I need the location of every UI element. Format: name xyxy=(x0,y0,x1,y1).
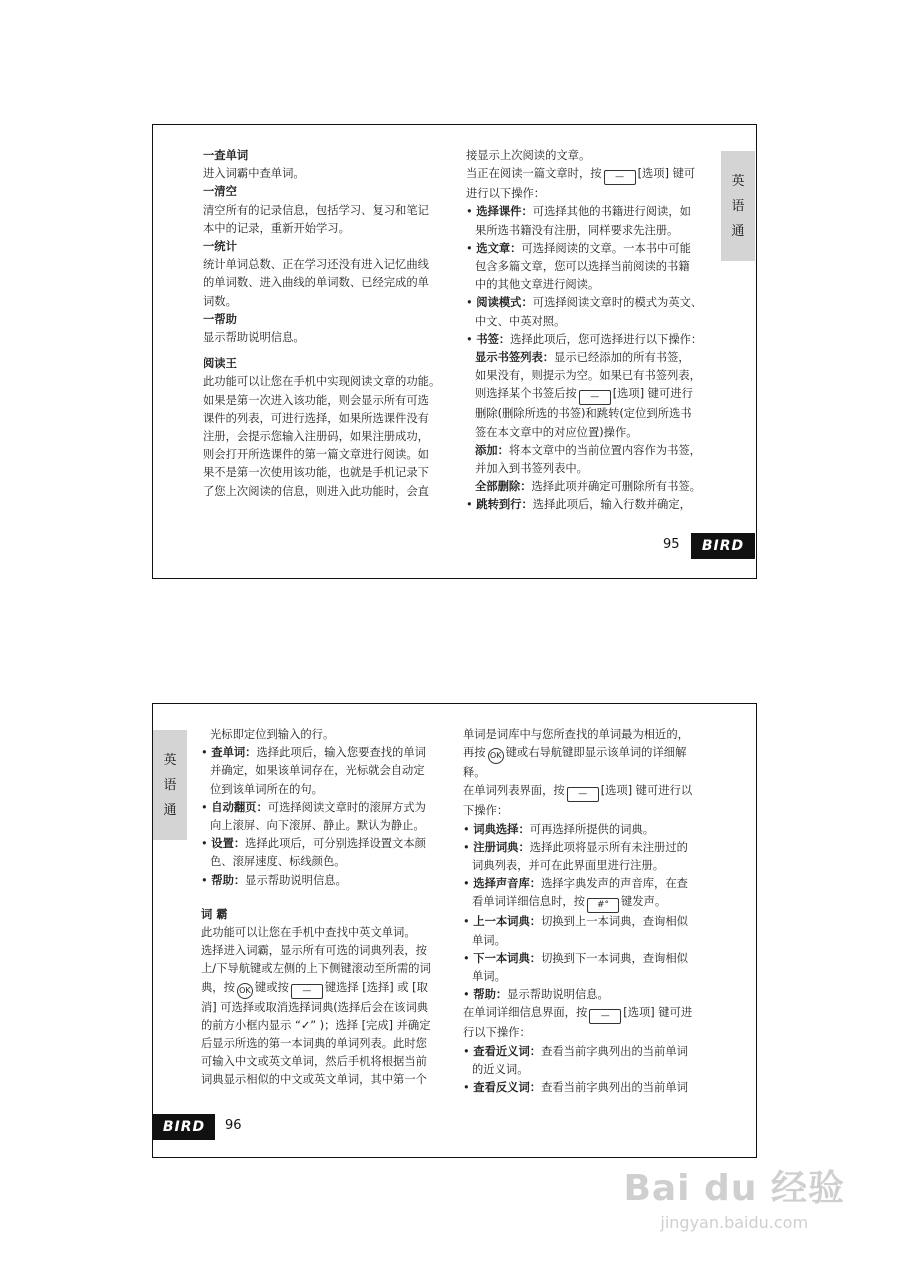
bullet-continuation: 词典列表，并可在此界面里进行注册。 xyxy=(472,859,665,873)
paragraph-line: 如果是第一次进入该功能，则会显示所有可选 xyxy=(203,393,429,407)
paragraph-line: 统计单词总数、正在学习还没有进入记忆曲线 xyxy=(203,258,429,272)
left-column xyxy=(201,726,463,1090)
paragraph-line: 词典显示相似的中文或英文单词，其中第一个 xyxy=(201,1073,427,1087)
paragraph-line: 行以下操作： xyxy=(463,1026,531,1040)
sub-label: 显示书签列表： xyxy=(475,351,555,365)
bullet-item: • 上一本词典：切换到上一本词典，查询相似 xyxy=(463,915,688,929)
bullet-item: • 书签：选择此项后，您可选择进行以下操作： xyxy=(466,332,703,346)
sub-item xyxy=(466,349,728,367)
bullet-label: 词典选择： xyxy=(473,822,530,836)
section-heading: 一帮助 xyxy=(203,312,237,326)
text: 查看当前字典列出的当前单词 xyxy=(541,1044,688,1058)
text: 选择此项后，可分别选择设置文本颜 xyxy=(245,837,426,851)
bullet-label: 阅读模式： xyxy=(476,296,533,310)
text: 键或右导航键即显示该单词的详细解 xyxy=(505,746,687,760)
bullet-item: • 词典选择：可再选择所提供的词典。 xyxy=(463,822,655,836)
soft-key-icon: — xyxy=(291,984,323,999)
paragraph: 显示帮助说明信息。 xyxy=(203,331,305,345)
page-number: 96 xyxy=(225,1118,242,1133)
text: [选项] 键可 xyxy=(637,167,696,181)
bullet-continuation: 并确定，如果该单词存在，光标就会自动定 xyxy=(210,764,425,778)
soft-key-icon: — xyxy=(604,170,636,185)
text: 在单词详细信息界面，按 xyxy=(463,1006,588,1020)
ok-key-icon: OK xyxy=(488,748,504,764)
paragraph-line: 进行以下操作： xyxy=(466,187,546,201)
bullet-label: 查看近义词： xyxy=(473,1044,542,1058)
paragraph-line: 果不是第一次使用该功能，也就是手机记录下 xyxy=(203,466,429,480)
bullet-item: • 帮助：显示帮助说明信息。 xyxy=(463,988,609,1002)
text: 当正在阅读一篇文章时，按 xyxy=(466,167,602,181)
text: 选择此项后，您可选择进行以下操作： xyxy=(510,332,703,346)
sub-label: 全部删除： xyxy=(475,480,532,494)
paragraph-line: 则会打开所选课件的第一篇文章进行阅读。如 xyxy=(203,448,429,462)
bullet-continuation xyxy=(463,893,725,913)
text: 键或按 xyxy=(254,980,289,994)
tab-char: 语 xyxy=(731,198,745,214)
bullet-item: • 自动翻页：可选择阅读文章时的滚屏方式为 xyxy=(201,800,426,814)
text: 查看当前字典列出的当前单词 xyxy=(541,1081,688,1095)
text: 则选择某个书签后按 xyxy=(475,387,577,401)
paragraph-line: 下操作： xyxy=(463,804,509,818)
paragraph-line: 清空所有的记录信息，包括学习、复习和笔记 xyxy=(203,203,429,217)
sub-continuation: 如果没有，则提示为空。如果已有书签列表， xyxy=(475,369,701,383)
sub-continuation xyxy=(466,385,728,405)
right-column xyxy=(463,726,725,1097)
ok-key-icon: OK xyxy=(237,983,253,999)
section-heading: 词 霸 xyxy=(201,907,228,921)
bullet-item: • 跳转到行：选择此项后，输入行数并确定， xyxy=(466,498,691,512)
text: 键选择 [选择] 或 [取 xyxy=(324,980,428,994)
bullet-continuation: 的近义词。 xyxy=(472,1062,529,1076)
bullet-label: 下一本词典： xyxy=(473,951,542,965)
text: [选项] 键可进 xyxy=(623,1006,693,1020)
sub-continuation: 删除(删除所选的书签)和跳转(定位到所选书 xyxy=(475,407,692,421)
paragraph-line xyxy=(466,165,728,185)
text: 显示已经添加的所有书签， xyxy=(554,351,690,365)
bullet-continuation: 果所选书籍没有注册，同样要求先注册。 xyxy=(475,223,679,237)
left-column xyxy=(203,147,463,501)
text: 可选择阅读文章时的模式为英文、 xyxy=(532,296,703,310)
bullet-continuation: 色、滚屏速度、标线颜色。 xyxy=(210,855,346,869)
bullet-continuation: 位到该单词所在的句。 xyxy=(210,782,323,796)
bullet-label: 跳转到行： xyxy=(476,498,533,512)
text: 选择此项后，输入行数并确定， xyxy=(532,498,691,512)
manual-page-95 xyxy=(152,124,757,579)
bullet-continuation: 中文、中英对照。 xyxy=(475,314,566,328)
bullet-continuation: 光标即定位到输入的行。 xyxy=(210,728,335,741)
paragraph-line: 选择进入词霸，显示所有可选的词典列表，按 xyxy=(201,944,427,958)
tab-char: 通 xyxy=(163,802,177,818)
tab-char: 英 xyxy=(163,752,177,768)
watermark xyxy=(623,1160,845,1232)
bullet-item: • 选文章：可选择阅读的文章。一本书中可能 xyxy=(466,241,691,255)
text: 切换到上一本词典，查询相似 xyxy=(541,915,688,929)
bullet-label: 自动翻页： xyxy=(211,800,268,814)
tab-char: 语 xyxy=(163,777,177,793)
bullet-label: 查看反义词： xyxy=(473,1081,542,1095)
bullet-item: • 注册词典：选择此项将显示所有未注册过的 xyxy=(463,840,688,854)
paragraph-line: 消] 可选择或取消选择词典(选择后会在该词典 xyxy=(201,1000,429,1014)
bullet-label: 注册词典： xyxy=(473,840,530,854)
paragraph-line xyxy=(463,744,725,764)
text: 可选择阅读文章时的滚屏方式为 xyxy=(267,800,426,814)
watermark-url: jingyan.baidu.com xyxy=(660,1213,809,1232)
right-column xyxy=(466,147,728,515)
paragraph-line: 的前方小框内显示 “✓” )；选择 [完成] 并确定 xyxy=(201,1018,431,1032)
paragraph: 进入词霸中查单词。 xyxy=(203,167,305,181)
paragraph-line: 词数。 xyxy=(203,294,237,308)
text: 可选择其他的书籍进行阅读，如 xyxy=(532,205,691,219)
text: 在单词列表界面，按 xyxy=(463,784,565,798)
text: [选项] 键可进行以 xyxy=(600,784,693,798)
paragraph-line: 可输入中文或英文单词，然后手机将根据当前 xyxy=(201,1055,427,1069)
paragraph-line xyxy=(201,979,463,999)
brand-logo: BIRD xyxy=(691,533,755,559)
sub-continuation: 签在本文章中的对应位置)操作。 xyxy=(475,425,638,439)
text: 典，按 xyxy=(201,980,235,994)
paragraph-line: 课件的列表，可进行选择，如果所选课件没有 xyxy=(203,411,429,425)
bullet-label: 书签： xyxy=(476,332,511,346)
bullet-continuation: 向上滚屏、向下滚屏、静止。默认为静止。 xyxy=(210,819,425,833)
bullet-continuation: 包含多篇文章，您可以选择当前阅读的书籍 xyxy=(475,260,690,274)
bullet-label: 帮助： xyxy=(473,988,508,1002)
bullet-item: • 设置：选择此项后，可分别选择设置文本颜 xyxy=(201,837,426,851)
text: 显示帮助说明信息。 xyxy=(245,873,347,887)
bullet-label: 查单词： xyxy=(211,746,257,760)
paragraph-line: 接显示上次阅读的文章。 xyxy=(466,149,591,162)
bullet-label: 帮助： xyxy=(211,873,246,887)
bullet-label: 选择课件： xyxy=(476,205,533,219)
section-side-tab xyxy=(721,151,755,261)
text: [选项] 键可进行 xyxy=(612,387,693,401)
paragraph-line xyxy=(463,1004,725,1024)
paragraph-line: 释。 xyxy=(463,766,486,780)
bullet-label: 选文章： xyxy=(476,241,522,255)
sub-item xyxy=(466,478,728,496)
paragraph-line xyxy=(463,782,725,802)
text: 选择此项并确定可删除所有书签。 xyxy=(531,480,701,494)
bullet-item: • 帮助：显示帮助说明信息。 xyxy=(201,873,347,887)
manual-page-96 xyxy=(152,703,757,1158)
tab-char: 通 xyxy=(731,223,745,239)
hash-key-icon: #° xyxy=(587,898,619,913)
text: 可选择阅读的文章。一本书中可能 xyxy=(521,241,691,255)
text: 看单词详细信息时，按 xyxy=(472,895,585,909)
section-heading: 一查单词 xyxy=(203,149,249,162)
sub-continuation: 并加入到书签列表中。 xyxy=(475,462,588,476)
sub-item xyxy=(466,442,728,460)
paragraph-line: 此功能可以让您在手机中实现阅读文章的功能。 xyxy=(203,375,441,389)
bullet-item: • 查看反义词：查看当前字典列出的当前单词 xyxy=(463,1081,688,1095)
watermark-logo: Bai du 经验 xyxy=(623,1168,845,1209)
sub-label: 添加： xyxy=(475,443,509,457)
bullet-label: 上一本词典： xyxy=(473,915,542,929)
bullet-item: • 选择声音库：选择字典发声的声音库，在查 xyxy=(463,877,688,891)
text: 键发声。 xyxy=(620,895,667,909)
page-number: 95 xyxy=(663,537,680,552)
paragraph-line: 注册，会提示您输入注册码，如果注册成功， xyxy=(203,430,429,444)
bullet-item: • 查看近义词：查看当前字典列出的当前单词 xyxy=(463,1044,688,1058)
text: 切换到下一本词典，查询相似 xyxy=(541,951,688,965)
section-heading: 阅读王 xyxy=(203,357,237,371)
text: 再按 xyxy=(463,746,486,760)
paragraph-line: 的单词数、进入曲线的单词数、已经完成的单 xyxy=(203,276,429,290)
text: 选择此项后，输入您要查找的单词 xyxy=(256,746,426,760)
bullet-label: 选择声音库： xyxy=(473,877,542,891)
brand-logo: BIRD xyxy=(153,1114,215,1140)
tab-char: 英 xyxy=(731,173,745,189)
text: 可再选择所提供的词典。 xyxy=(529,822,655,836)
text: 显示帮助说明信息。 xyxy=(507,988,609,1002)
bullet-label: 设置： xyxy=(211,837,246,851)
bullet-continuation: 单词。 xyxy=(472,970,506,984)
bullet-item: • 查单词：选择此项后，输入您要查找的单词 xyxy=(201,746,426,760)
paragraph-line: 本中的记录，重新开始学习。 xyxy=(203,221,350,235)
text: 选择字典发声的声音库，在查 xyxy=(541,877,688,891)
soft-key-icon: — xyxy=(579,390,611,405)
section-side-tab xyxy=(153,730,187,840)
paragraph-line: 上/下导航键或左侧的上下侧键滚动至所需的词 xyxy=(201,962,431,976)
paragraph-line: 单词是词库中与您所查找的单词最为相近的， xyxy=(463,728,689,741)
bullet-item: • 下一本词典：切换到下一本词典，查询相似 xyxy=(463,951,688,965)
paragraph-line: 了您上次阅读的信息，则进入此功能时，会直 xyxy=(203,484,429,498)
soft-key-icon: — xyxy=(589,1009,621,1024)
text: 将本文章中的当前位置内容作为书签， xyxy=(508,443,701,457)
bullet-continuation: 中的其他文章进行阅读。 xyxy=(475,278,600,292)
text: 选择此项将显示所有未注册过的 xyxy=(529,840,688,854)
section-heading: 一清空 xyxy=(203,185,237,199)
section-heading: 一统计 xyxy=(203,240,237,254)
soft-key-icon: — xyxy=(567,787,599,802)
bullet-continuation: 单词。 xyxy=(472,933,506,947)
bullet-item: • 选择课件：可选择其他的书籍进行阅读，如 xyxy=(466,205,691,219)
bullet-item: • 阅读模式：可选择阅读文章时的模式为英文、 xyxy=(466,296,703,310)
paragraph-line: 此功能可以让您在手机中查找中英文单词。 xyxy=(201,926,416,940)
paragraph-line: 后显示所选的第一本词典的单词列表。此时您 xyxy=(201,1037,427,1051)
